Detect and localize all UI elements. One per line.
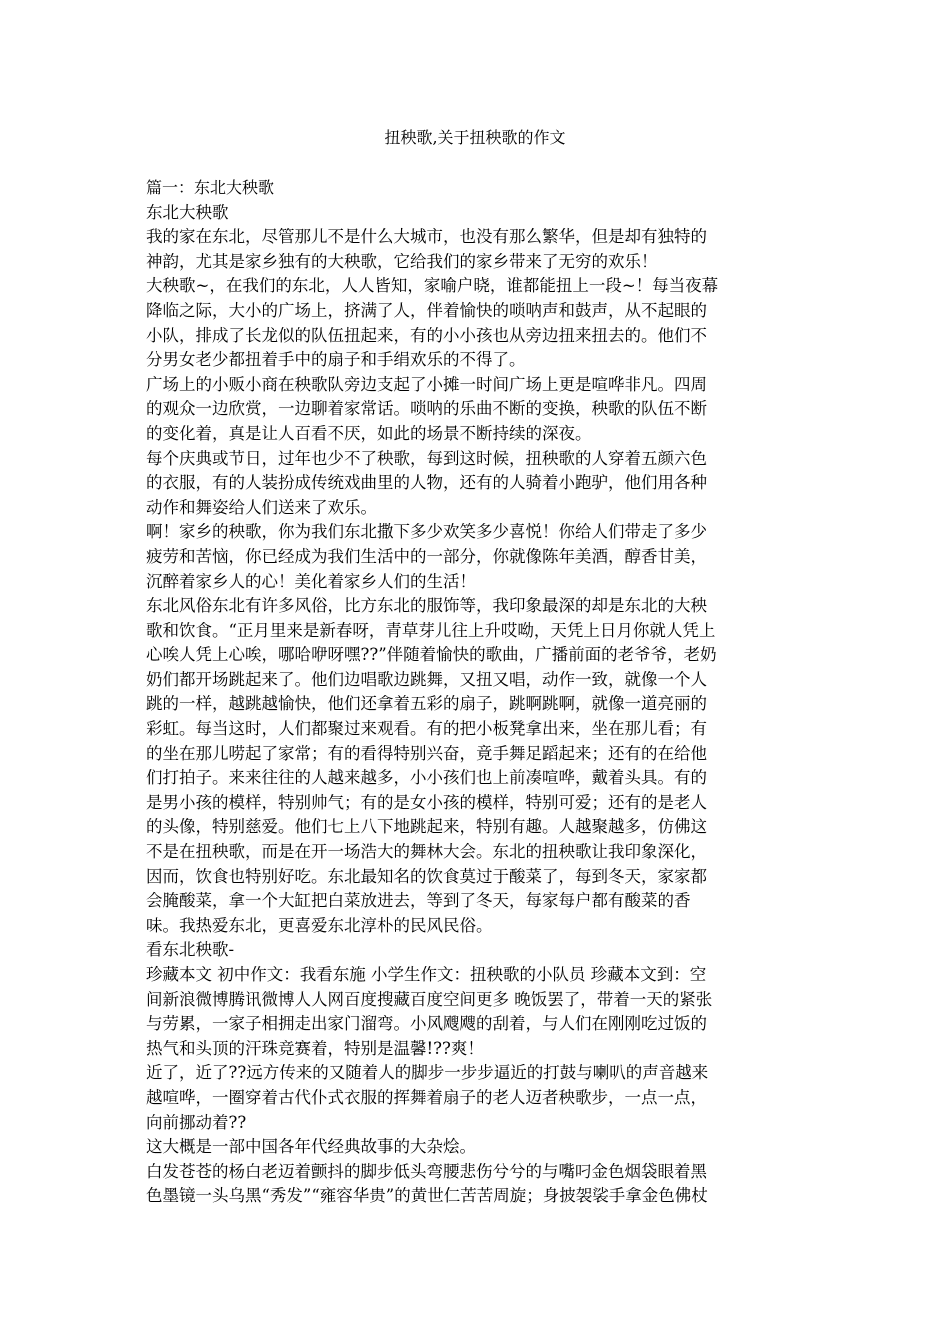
document-body [146,176,806,1209]
text-line: 是男小孩的模样，特别帅气；有的是女小孩的模样，特别可爱；还有的是老人 [146,792,707,812]
text-line: 珍藏本文 初中作文：我看东施 小学生作文：扭秧歌的小队员 珍藏本文到：空 [146,965,707,984]
text-line: 心唉人凭上心唉，哪哈咿呀嘿??”伴随着愉快的歌曲，广播前面的老爷爷，老奶 [146,645,717,665]
text-line: 的观众一边欣赏，一边聊着家常话。唢呐的乐曲不断的变换，秧歌的队伍不断 [146,399,707,419]
text-line: 沉醉着家乡人的心！美化着家乡人们的生活！ [146,571,476,591]
text-line: 神韵，尤其是家乡独有的大秧歌，它给我们的家乡带来了无穷的欢乐！ [146,251,658,271]
section-heading: 篇一：东北大秧歌 [146,178,275,197]
text-line: 歌和饮食。“正月里来是新春呀，青草芽儿往上升哎呦，天凭上日月你就人凭上 [146,620,716,640]
text-line: 东北大秧歌 [146,202,229,222]
text-line: 不是在扭秧歌，而是在开一场浩大的舞林大会。东北的扭秧歌让我印象深化， [146,842,707,862]
text-line: 因而，饮食也特别好吃。东北最知名的饮食莫过于酸菜了，每到冬天，家家都 [146,866,707,886]
text-line: 东北风俗东北有许多风俗，比方东北的服饰等，我印象最深的却是东北的大秧 [146,596,707,616]
text-line: 我的家在东北，尽管那儿不是什么大城市，也没有那么繁华，但是却有独特的 [146,227,707,247]
text-line: 近了，近了??远方传来的又随着人的脚步一步步逼近的打鼓与喇叭的声音越来 [146,1063,709,1083]
text-line: 的变化着，真是让人百看不厌，如此的场景不断持续的深夜。 [146,423,592,443]
text-line: 越喧哗，一圈穿着古代仆式衣服的挥舞着扇子的老人迈者秧歌步，一点一点， [146,1087,707,1107]
text-line: 的衣服，有的人装扮成传统戏曲里的人物，还有的人骑着小跑驴，他们用各种 [146,473,707,493]
text-line: 们打拍子。来来往往的人越来越多，小小孩们也上前凑喧哗，戴着头具。有的 [146,768,707,788]
text-line: 降临之际，大小的广场上，挤满了人，伴着愉快的唢呐声和鼓声，从不起眼的 [146,300,707,320]
text-line: 彩虹。每当这时，人们都聚过来观看。有的把小板凳拿出来，坐在那儿看；有 [146,719,707,739]
text-line: 看东北秧歌- [146,940,235,960]
text-line: 广场上的小贩小商在秧歌队旁边支起了小摊一时间广场上更是喧哗非凡。四周 [146,374,707,394]
text-line: 的头像，特别慈爱。他们七上八下地跳起来，特别有趣。人越聚越多，仿佛这 [146,817,707,837]
text-line: 每个庆典或节日，过年也少不了秧歌，每到这时候，扭秧歌的人穿着五颜六色 [146,448,707,468]
text-line: 奶们都开场跳起来了。他们边唱歌边跳舞，又扭又唱，动作一致，就像一个人 [146,669,707,689]
text-line: 味。我热爱东北，更喜爱东北淳朴的民风民俗。 [146,915,493,935]
text-line: 热气和头顶的汗珠竞赛着，特别是温馨!??爽！ [146,1038,484,1058]
text-line: 啊！家乡的秧歌，你为我们东北撒下多少欢笑多少喜悦！你给人们带走了多少 [146,522,707,542]
text-line: 会腌酸菜，拿一个大缸把白菜放进去，等到了冬天，每家每户都有酸菜的香 [146,891,691,911]
text-line: 间新浪微博腾讯微博人人网百度搜藏百度空间更多 晚饭罢了，带着一天的紧张 [146,989,713,1009]
text-line: 白发苍苍的杨白老迈着颤抖的脚步低头弯腰悲伤兮兮的与嘴叼金色烟袋眼着黑 [146,1161,707,1181]
text-line: 小队，排成了长龙似的队伍扭起来，有的小小孩也从旁边扭来扭去的。他们不 [146,325,707,345]
text-line: 分男女老少都扭着手中的扇子和手绢欢乐的不得了。 [146,350,526,370]
text-line: 这大概是一部中国各年代经典故事的大杂烩。 [146,1137,476,1157]
text-line: 疲劳和苦恼，你已经成为我们生活中的一部分，你就像陈年美酒，醇香甘美， [146,546,707,566]
text-line: 大秧歌~，在我们的东北，人人皆知，家喻户晓，谁都能扭上一段~！每当夜幕 [146,276,719,296]
text-line: 的坐在那儿唠起了家常；有的看得特别兴奋，竟手舞足蹈起来；还有的在给他 [146,743,707,763]
document-title: 扭秧歌,关于扭秧歌的作文 [384,128,566,147]
text-line: 跳的一样，越跳越愉快，他们还拿着五彩的扇子，跳啊跳啊，就像一道亮丽的 [146,694,707,714]
text-line: 动作和舞姿给人们送来了欢乐。 [146,497,377,517]
text-line: 色墨镜一头乌黑“秀发”“雍容华贵”的黄世仁苦苦周旋；身披袈裟手拿金色佛杖 [146,1186,708,1206]
text-line: 与劳累，一家子相拥走出家门溜弯。小风飕飕的刮着，与人们在刚刚吃过饭的 [146,1014,707,1034]
text-line: 向前挪动着?? [146,1112,247,1132]
